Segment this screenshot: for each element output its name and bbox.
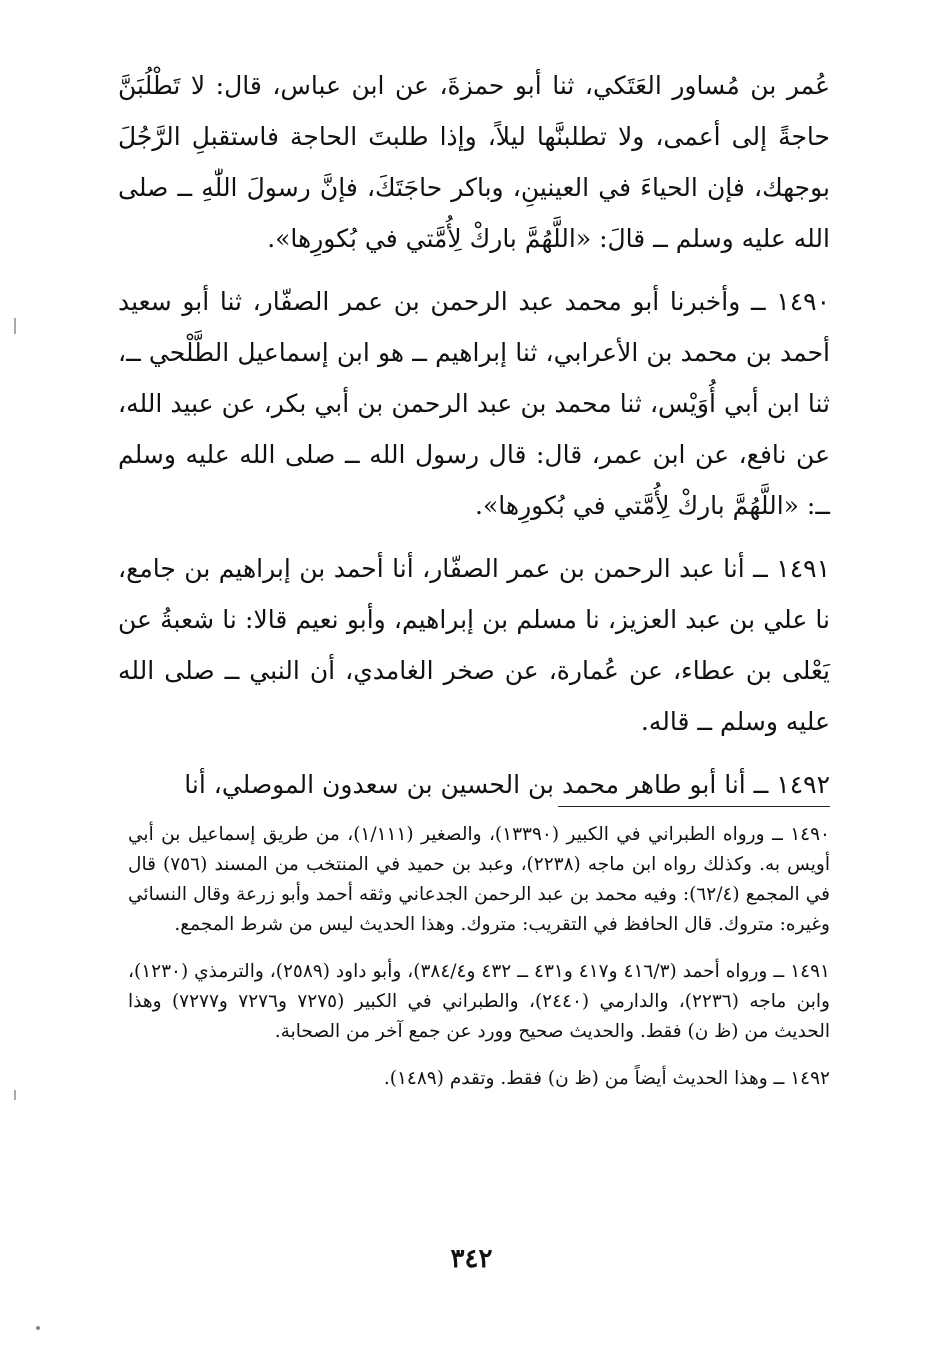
footnote-divider [558, 806, 830, 807]
main-paragraph-1492: ١٤٩٢ ــ أنا أبو طاهر محمد بن الحسين بن سعدون الموصلي، أنا [184, 770, 830, 799]
footnote-1492: ١٤٩٢ ــ وهذا الحديث أيضاً من (ظ ن) فقط. وتقدم (١٤٨٩). [383, 1068, 830, 1089]
main-paragraph-1490: ١٤٩٠ ــ وأخبرنا أبو محمد عبد الرحمن بن عمر الصفّار، ثنا أبو سعيد أحمد بن محمد بن الأعرابي، ثنا إبراهيم ــ هو ابن إسماعيل الطَّلْحي ــ، ثنا ابن أبي أُوَيْس، ثنا محمد بن عبد الرحمن بن أبي بكر، عن عبيد الله، عن نافع، عن ابن عمر، قال: قال رسول الله ــ صلى الله عليه وسلم ــ: «اللَّهُمَّ باركْ لِأُمَّتي في بُكورِها». [118, 287, 830, 520]
footnote-1491: ١٤٩١ ــ ورواه أحمد (٤١٦/٣ و٤١٧ و٤٣١ ــ ٤٣٢ و٣٨٤/٤)، وأبو داود (٢٥٨٩)، والترمذي (١٢٣٠)، وابن ماجه (٢٢٣٦)، والدارمي (٢٤٤٠)، والطبراني في الكبير (٧٢٧٥ و٧٢٧٦ و٧٢٧٧) وهذا الحديث من (ظ ن) فقط. والحديث صحيح وورد عن جمع آخر من الصحابة. [128, 961, 830, 1042]
main-text-block [118, 60, 830, 822]
scan-speck [36, 1326, 40, 1330]
main-paragraph-1491: ١٤٩١ ــ أنا عبد الرحمن بن عمر الصفّار، أنا أحمد بن إبراهيم بن جامع، نا علي بن عبد العزيز، نا مسلم بن إبراهيم، وأبو نعيم قالا: نا شعبةُ عن يَعْلى بن عطاء، عن عُمارة، عن صخر الغامدي، أن النبي ــ صلى الله عليه وسلم ــ قاله. [118, 554, 830, 736]
scan-edge-mark [14, 318, 16, 334]
footnote-1490: ١٤٩٠ ــ ورواه الطبراني في الكبير (١٣٣٩٠)، والصغير (١/١١١)، من طريق إسماعيل بن أبي أويس به. وكذلك رواه ابن ماجه (٢٢٣٨)، وعبد بن حميد في المنتخب من المسند (٧٥٦) قال في المجمع (٦٢/٤): وفيه محمد بن عبد الرحمن الجدعاني وثقه أحمد وأبو زرعة وقال النسائي وغيره: متروك. قال الحافظ في التقريب: متروك. وهذا الحديث ليس من شرط المجمع. [128, 824, 831, 935]
page-number: ٣٤٢ [450, 1244, 493, 1274]
footnotes-block [128, 820, 830, 1111]
main-paragraph-1: عُمر بن مُساور العَتَكي، ثنا أبو حمزةَ، عن ابن عباس، قال: لا تَطْلُبَنَّ حاجةً إلى أعمى، ولا تطلبنَّها ليلاً، وإذا طلبتَ الحاجة فاستقبلِ الرَّجُلَ بوجهك، فإن الحياءَ في العينينِ، وباكر حاجَتَكَ، فإنَّ رسولَ اللّٰهِ ــ صلى الله عليه وسلم ــ قالَ: «اللَّهُمَّ باركْ لِأُمَّتي في بُكورِها». [118, 71, 830, 253]
scan-edge-mark [14, 1090, 16, 1100]
